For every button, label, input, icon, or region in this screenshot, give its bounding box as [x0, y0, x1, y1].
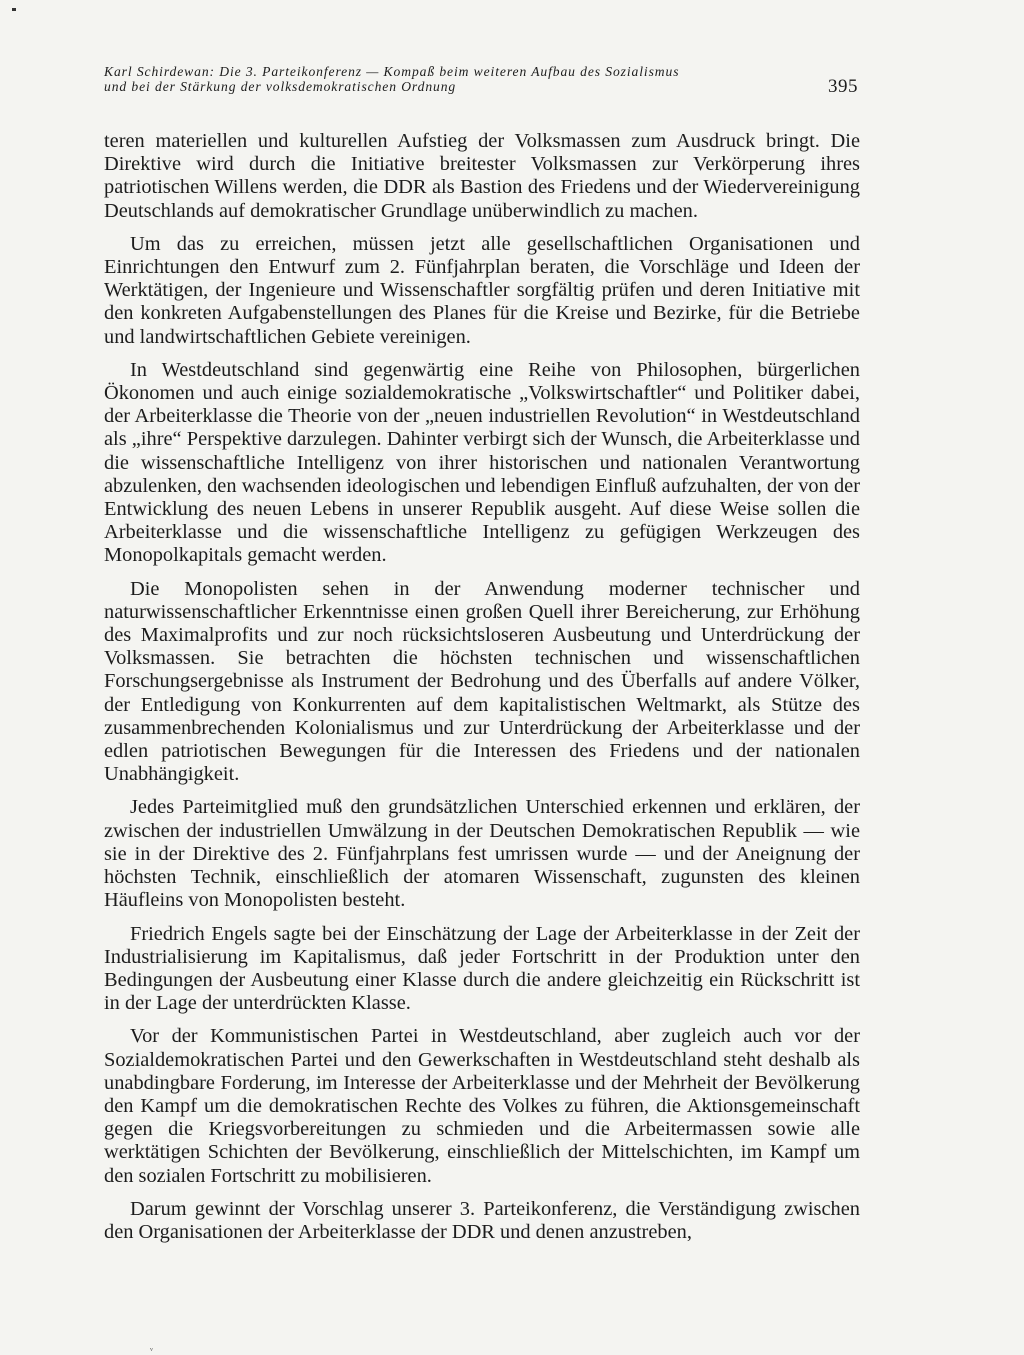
paragraph-8: Darum gewinnt der Vorschlag unserer 3. Parteikonferenz, die Verständigung zwischen den Organisationen der Arbeiterklasse der DDR und denen anzustreben,	[104, 1197, 860, 1243]
paragraph-5: Jedes Parteimitglied muß den grundsätzlichen Unterschied erkennen und erklären, der zwischen der industriellen Umwälzung in der Deutschen Demokratischen Republik — wie sie in der Direktive des 2. Fünfjahrplans fest umrissen wurde — und der Aneignung der höchsten Technik, einschließlich der atomaren Wissenschaft, zugunsten des kleinen Häufleins von Monopolisten besteht.	[104, 796, 860, 912]
paragraph-6: Friedrich Engels sagte bei der Einschätzung der Lage der Arbeiterklasse in der Zeit der Industrialisierung im Kapitalismus, daß jeder Fortschritt in der Produktion unter den Bedingungen der Ausbeutung einer Klasse durch die andere gleichzeitig ein Rückschritt ist in der Lage der unterdrückten Klasse.	[104, 922, 860, 1015]
paragraph-3: In Westdeutschland sind gegenwärtig eine Reihe von Philosophen, bürgerlichen Ökonomen und auch einige sozialdemokratische „Volkswirtschaftler“ und Politiker dabei, der Arbeiterklasse die Theorie von der „neuen industriellen Revolution“ in Westdeutschland als „ihre“ Perspektive darzulegen. Dahinter verbirgt sich der Wunsch, die Arbeiterklasse und die wissenschaftliche Intelligenz von ihrer historischen und nationalen Verantwortung abzulenken, den wachsenden ideologischen und lebendigen Einfluß aufzuhalten, der von der Entwicklung des neuen Lebens in unserer Republik ausgeht. Auf diese Weise sollen die Arbeiterklasse und die wissenschaftliche Intelligenz zu gefügigen Werkzeugen des Monopolkapitals gemacht werden.	[104, 358, 860, 567]
paragraph-1: teren materiellen und kulturellen Aufstieg der Volksmassen zum Ausdruck bringt. Die Direktive wird durch die Initiative breitester Volksmassen zur Verkörperung ihres patriotischen Willens werden, die DDR als Bastion des Friedens und der Wiedervereinigung Deutschlands auf demokratischer Grundlage unüberwindlich zu machen.	[104, 130, 860, 222]
scan-mark: ᵥ	[150, 1342, 153, 1353]
running-header-line-2: und bei der Stärkung der volksdemokratischen Ordnung	[104, 79, 457, 94]
page-number: 395	[828, 76, 858, 97]
paragraph-2: Um das zu erreichen, müssen jetzt alle gesellschaftlichen Organisationen und Einrichtungen den Entwurf zum 2. Fünfjahrplan beraten, die Vorschläge und Ideen der Werktätigen, der Ingenieure und Wissenschaftler sorgfältig prüfen und deren Initiative mit den konkreten Aufgabenstellungen des Planes für die Kreise und Bezirke, für die Betriebe und landwirtschaftlichen Gebiete vereinigen.	[104, 232, 860, 348]
running-header	[104, 64, 864, 94]
scan-speck	[12, 8, 16, 11]
paragraph-7: Vor der Kommunistischen Partei in Westdeutschland, aber zugleich auch vor der Sozialdemokratischen Partei und den Gewerkschaften in Westdeutschland steht deshalb als unabdingbare Forderung, im Interesse der Arbeiterklasse und der Mehrheit der Bevölkerung den Kampf um die demokratischen Rechte des Volkes zu führen, die Aktionsgemeinschaft gegen die Kriegsvorbereitungen zu schmieden und die Arbeitermassen sowie alle werktätigen Schichten der Bevölkerung, einschließlich der Mittelschichten, im Kampf um den sozialen Fortschritt zu mobilisieren.	[104, 1025, 860, 1187]
running-header-line-1: Karl Schirdewan: Die 3. Parteikonferenz — Kompaß beim weiteren Aufbau des Sozialismus	[104, 64, 680, 79]
paragraph-4: Die Monopolisten sehen in der Anwendung moderner technischer und naturwissenschaftlicher Erkenntnisse einen großen Quell ihrer Bereicherung, zur Erhöhung des Maximalprofits und zur noch rücksichtsloseren Ausbeutung und Unterdrückung der Volksmassen. Sie betrachten die höchsten technischen und wissenschaftlichen Forschungsergebnisse als Instrument der Bedrohung und des Überfalls auf andere Völker, der Entledigung von Konkurrenten auf dem kapitalistischen Weltmarkt, als Stütze des zusammenbrechenden Kolonialismus und zur Unterdrückung der Arbeiterklasse und der edlen patriotischen Bewegungen für die Interessen des Friedens und der nationalen Unabhängigkeit.	[104, 577, 860, 786]
body-text	[104, 130, 860, 1254]
